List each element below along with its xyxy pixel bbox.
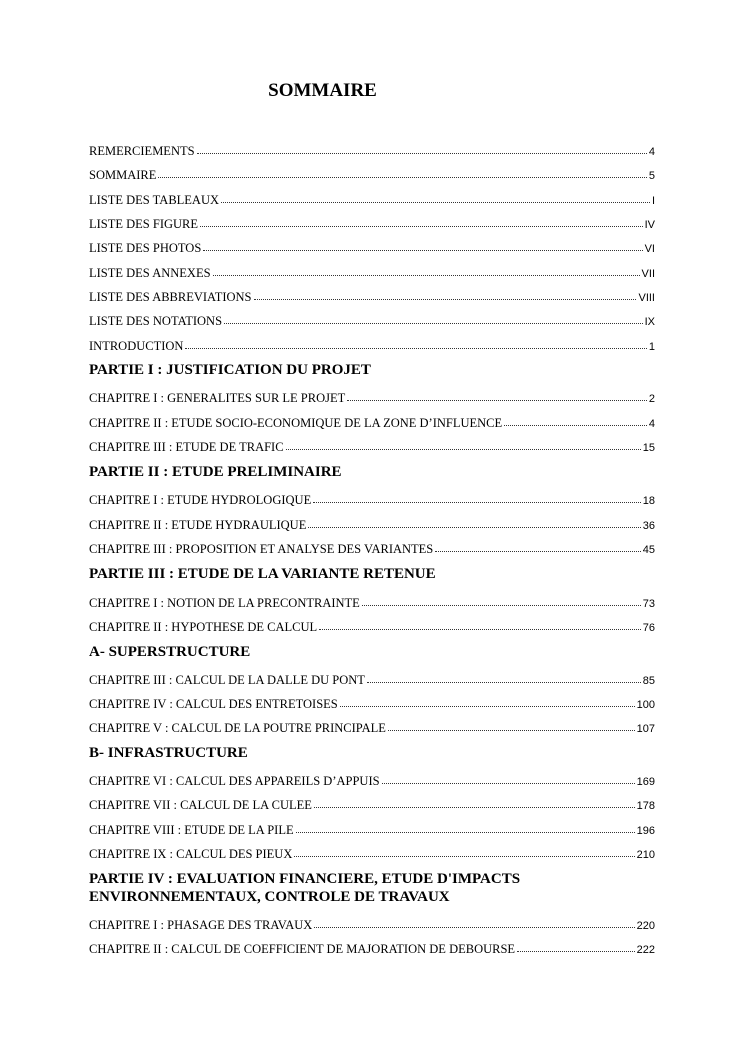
toc-heading	[89, 565, 655, 583]
toc-entry[interactable]	[89, 696, 655, 712]
toc-page-number: 2	[648, 393, 655, 405]
toc-entry-label: LISTE DES ANNEXES	[89, 266, 211, 280]
toc-entry-label: CHAPITRE III : PROPOSITION ET ANALYSE DES VARIANTES	[89, 542, 434, 556]
dot-leader	[382, 773, 635, 784]
toc-heading	[89, 643, 655, 661]
toc-entry[interactable]	[89, 917, 655, 933]
toc-entry[interactable]	[89, 390, 655, 406]
toc-entry-label: CHAPITRE IX : CALCUL DES PIEUX	[89, 847, 293, 861]
dot-leader	[435, 541, 640, 552]
toc-page-number: VI	[644, 243, 655, 255]
toc-page-number: 100	[636, 699, 655, 711]
toc-page-number: 18	[642, 495, 655, 507]
toc-page-number: 85	[642, 675, 655, 687]
dot-leader	[314, 917, 634, 928]
toc-heading-label: A- SUPERSTRUCTURE	[89, 644, 251, 660]
toc-page-number: I	[651, 195, 655, 207]
toc-entry[interactable]	[89, 797, 655, 813]
toc-entry-label: CHAPITRE VI : CALCUL DES APPAREILS D’APPUIS	[89, 774, 380, 788]
toc-entry-label: CHAPITRE II : CALCUL DE COEFFICIENT DE MAJORATION DE DEBOURSE	[89, 942, 516, 956]
toc-entry[interactable]	[89, 492, 655, 508]
toc-heading-label: PARTIE I : JUSTIFICATION DU PROJET	[89, 362, 371, 378]
dot-leader	[517, 941, 635, 952]
toc-heading-label-line2: ENVIRONNEMENTAUX, CONTROLE DE TRAVAUX	[89, 889, 450, 905]
toc-entry-label: SOMMAIRE	[89, 168, 157, 182]
dot-leader	[286, 439, 641, 450]
dot-leader	[221, 192, 650, 203]
dot-leader	[296, 822, 635, 833]
toc-entry-label: CHAPITRE III : CALCUL DE LA DALLE DU PONT	[89, 673, 365, 687]
dot-leader	[224, 313, 643, 324]
toc-entry-label: INTRODUCTION	[89, 339, 184, 353]
toc-page-number: VIII	[638, 292, 655, 304]
toc-entry[interactable]	[89, 595, 655, 611]
toc-heading	[89, 361, 655, 379]
toc-page-number: 220	[636, 920, 655, 932]
toc-entry[interactable]	[89, 313, 655, 329]
toc-page-number: 36	[642, 520, 655, 532]
toc-entry-label: LISTE DES ABBREVIATIONS	[89, 290, 252, 304]
dot-leader	[313, 492, 641, 503]
toc-entry[interactable]	[89, 216, 655, 232]
toc-entry[interactable]	[89, 143, 655, 159]
toc-heading	[89, 870, 655, 906]
toc-entry[interactable]	[89, 773, 655, 789]
toc-entry-label: LISTE DES FIGURE	[89, 217, 199, 231]
toc-heading-label: PARTIE IV : EVALUATION FINANCIERE, ETUDE D'IMPACTS	[89, 871, 521, 887]
toc-entry[interactable]	[89, 289, 655, 305]
dot-leader	[158, 167, 647, 178]
toc-page-number: 178	[636, 800, 655, 812]
dot-leader	[347, 390, 647, 401]
toc-entry-label: LISTE DES NOTATIONS	[89, 314, 223, 328]
toc-entry[interactable]	[89, 541, 655, 557]
toc-entry-label: CHAPITRE VIII : ETUDE DE LA PILE	[89, 823, 294, 837]
toc-entry-label: CHAPITRE IV : CALCUL DES ENTRETOISES	[89, 697, 338, 711]
toc-page-number: 210	[636, 849, 655, 861]
dot-leader	[294, 846, 634, 857]
dot-leader	[254, 289, 637, 300]
toc-entry[interactable]	[89, 941, 655, 957]
dot-leader	[200, 216, 643, 227]
dot-leader	[197, 143, 647, 154]
dot-leader	[504, 415, 647, 426]
dot-leader	[185, 338, 646, 349]
dot-leader	[340, 696, 635, 707]
toc-entry-label: CHAPITRE II : ETUDE SOCIO-ECONOMIQUE DE LA ZONE D’INFLUENCE	[89, 416, 503, 430]
toc-page-number: 1	[648, 341, 655, 353]
toc-entry[interactable]	[89, 265, 655, 281]
toc-entry-label: CHAPITRE II : ETUDE HYDRAULIQUE	[89, 518, 307, 532]
dot-leader	[308, 517, 640, 528]
toc-page-number: 107	[636, 723, 655, 735]
toc-page-number: IV	[644, 219, 655, 231]
toc-entry-label: CHAPITRE I : NOTION DE LA PRECONTRAINTE	[89, 596, 360, 610]
toc-entry[interactable]	[89, 846, 655, 862]
toc-page-number: 45	[642, 544, 655, 556]
toc-entry[interactable]	[89, 338, 655, 354]
dot-leader	[367, 672, 641, 683]
toc-entry[interactable]	[89, 720, 655, 736]
toc-page-number: 4	[648, 418, 655, 430]
dot-leader	[388, 720, 635, 731]
toc-entry-label: CHAPITRE I : GENERALITES SUR LE PROJET	[89, 391, 346, 405]
toc-heading-label: PARTIE II : ETUDE PRELIMINAIRE	[89, 464, 342, 480]
toc-entry[interactable]	[89, 240, 655, 256]
toc-entry-label: CHAPITRE III : ETUDE DE TRAFIC	[89, 440, 284, 454]
toc-entry[interactable]	[89, 619, 655, 635]
toc-heading	[89, 463, 655, 481]
toc-entry-label: CHAPITRE II : HYPOTHESE DE CALCUL	[89, 620, 318, 634]
toc-entry-label: LISTE DES PHOTOS	[89, 241, 202, 255]
toc-page-number: 15	[642, 442, 655, 454]
toc-entry[interactable]	[89, 672, 655, 688]
toc-entry[interactable]	[89, 822, 655, 838]
dot-leader	[213, 265, 640, 276]
dot-leader	[319, 619, 641, 630]
toc-heading	[89, 744, 655, 762]
toc-page-number: 196	[636, 825, 655, 837]
toc-page-number: 4	[648, 146, 655, 158]
toc-entry-label: CHAPITRE I : ETUDE HYDROLOGIQUE	[89, 493, 312, 507]
toc-entry-label: REMERCIEMENTS	[89, 144, 195, 158]
toc-page-number: 76	[642, 622, 655, 634]
toc-entry-label: CHAPITRE V : CALCUL DE LA POUTRE PRINCIPALE	[89, 721, 386, 735]
dot-leader	[314, 797, 635, 808]
dot-leader	[203, 240, 642, 251]
toc-entry[interactable]	[89, 439, 655, 455]
toc-page-number: 222	[636, 944, 655, 956]
toc-page-number: VII	[641, 268, 655, 280]
toc-entry-label: CHAPITRE I : PHASAGE DES TRAVAUX	[89, 918, 313, 932]
toc-page-number: 5	[648, 170, 655, 182]
toc-page-number: 169	[636, 776, 655, 788]
toc-entry-label: CHAPITRE VII : CALCUL DE LA CULEE	[89, 798, 312, 812]
toc-page-number: IX	[644, 316, 655, 328]
toc-entry[interactable]	[89, 415, 655, 431]
toc-entry[interactable]	[89, 192, 655, 208]
toc-heading-label: B- INFRASTRUCTURE	[89, 745, 248, 761]
page-title: SOMMAIRE	[268, 80, 377, 101]
toc-entry-label: LISTE DES TABLEAUX	[89, 193, 220, 207]
toc-page-number: 73	[642, 598, 655, 610]
dot-leader	[362, 595, 641, 606]
toc-entry[interactable]	[89, 517, 655, 533]
toc-entry[interactable]	[89, 167, 655, 183]
toc-heading-label: PARTIE III : ETUDE DE LA VARIANTE RETENUE	[89, 566, 436, 582]
